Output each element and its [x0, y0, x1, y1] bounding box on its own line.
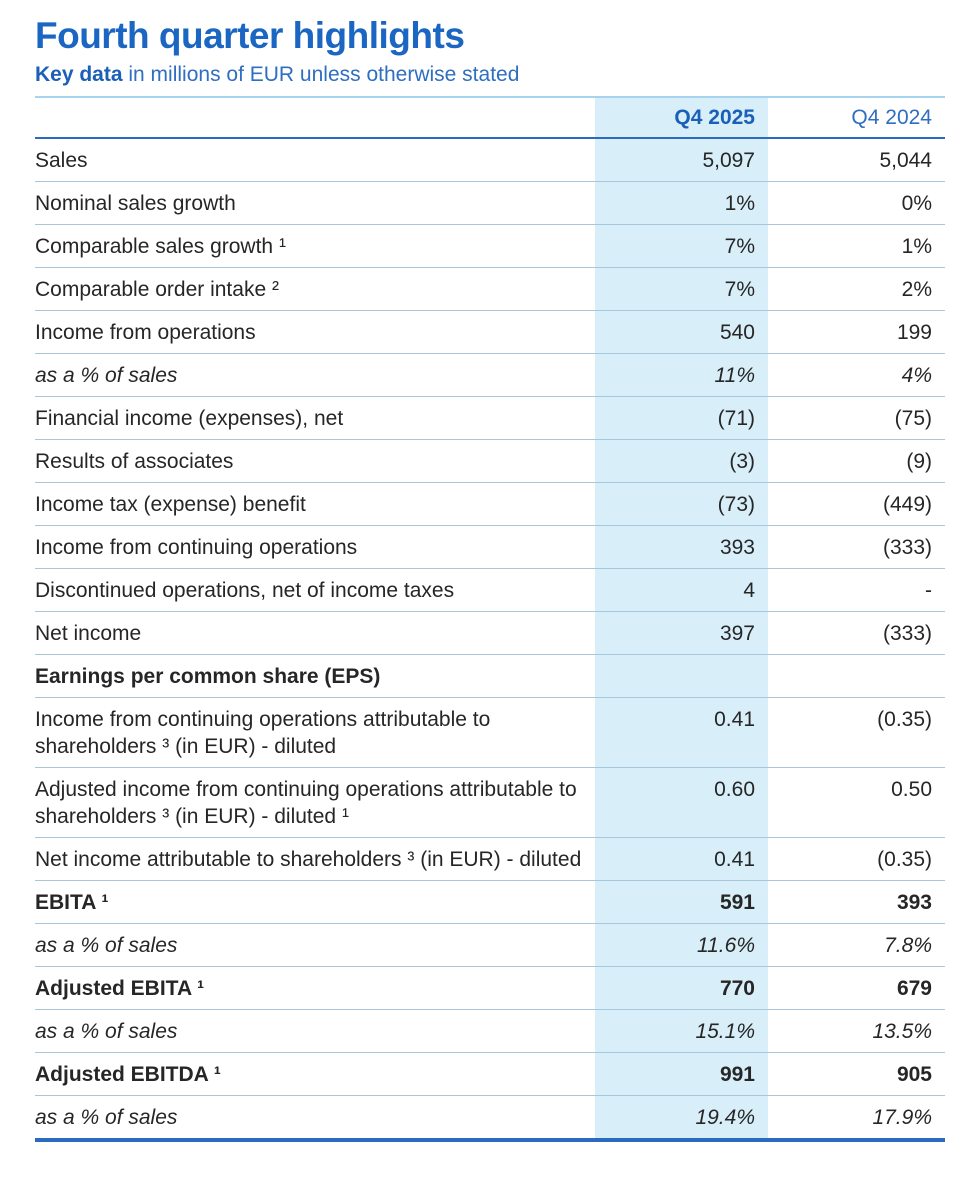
row-label: Net income — [35, 612, 595, 655]
value-q4-2024: 5,044 — [768, 138, 945, 182]
value-q4-2024: 905 — [768, 1053, 945, 1096]
value-q4-2025: 7% — [595, 225, 768, 268]
value-q4-2024: 393 — [768, 881, 945, 924]
value-q4-2025: (73) — [595, 483, 768, 526]
table-row — [35, 838, 945, 881]
value-q4-2025: 0.60 — [595, 768, 768, 838]
row-label: Income tax (expense) benefit — [35, 483, 595, 526]
table-row — [35, 698, 945, 768]
value-q4-2024: 2% — [768, 268, 945, 311]
row-label: Earnings per common share (EPS) — [35, 655, 595, 698]
subtitle-units: in millions of EUR unless otherwise stated — [122, 63, 520, 87]
row-label: Results of associates — [35, 440, 595, 483]
value-q4-2024: 0.50 — [768, 768, 945, 838]
table-row — [35, 397, 945, 440]
key-data-table — [35, 96, 945, 1142]
row-label: Adjusted EBITDA ¹ — [35, 1053, 595, 1096]
row-label: Income from continuing operations — [35, 526, 595, 569]
row-label: Discontinued operations, net of income taxes — [35, 569, 595, 612]
value-q4-2025: (71) — [595, 397, 768, 440]
value-q4-2024: 13.5% — [768, 1010, 945, 1053]
value-q4-2025 — [595, 655, 768, 698]
value-q4-2025: 19.4% — [595, 1096, 768, 1141]
value-q4-2025: 397 — [595, 612, 768, 655]
table-row — [35, 138, 945, 182]
table-row — [35, 268, 945, 311]
value-q4-2025: 393 — [595, 526, 768, 569]
value-q4-2024: 679 — [768, 967, 945, 1010]
row-label: as a % of sales — [35, 354, 595, 397]
value-q4-2025: 591 — [595, 881, 768, 924]
col-header-empty — [35, 97, 595, 138]
value-q4-2025: 0.41 — [595, 698, 768, 768]
value-q4-2024 — [768, 655, 945, 698]
row-label: as a % of sales — [35, 1010, 595, 1053]
value-q4-2025: 11.6% — [595, 924, 768, 967]
row-label: Adjusted income from continuing operations attributable to shareholders ³ (in EUR) - diluted ¹ — [35, 768, 595, 838]
value-q4-2025: 4 — [595, 569, 768, 612]
row-label: Income from operations — [35, 311, 595, 354]
value-q4-2025: 5,097 — [595, 138, 768, 182]
value-q4-2024: 7.8% — [768, 924, 945, 967]
value-q4-2025: (3) — [595, 440, 768, 483]
table-row — [35, 311, 945, 354]
value-q4-2025: 1% — [595, 182, 768, 225]
value-q4-2024: 1% — [768, 225, 945, 268]
value-q4-2025: 15.1% — [595, 1010, 768, 1053]
table-row — [35, 1010, 945, 1053]
value-q4-2024: (333) — [768, 526, 945, 569]
table-row — [35, 881, 945, 924]
table-row — [35, 1053, 945, 1096]
row-label: EBITA ¹ — [35, 881, 595, 924]
table-body — [35, 138, 945, 1140]
value-q4-2024: 199 — [768, 311, 945, 354]
table-row — [35, 440, 945, 483]
value-q4-2024: 17.9% — [768, 1096, 945, 1141]
value-q4-2025: 11% — [595, 354, 768, 397]
page-subtitle — [35, 61, 945, 88]
table-row — [35, 655, 945, 698]
value-q4-2024: (333) — [768, 612, 945, 655]
row-label: Adjusted EBITA ¹ — [35, 967, 595, 1010]
value-q4-2025: 991 — [595, 1053, 768, 1096]
page-title: Fourth quarter highlights — [35, 15, 465, 56]
table-row — [35, 612, 945, 655]
table-row — [35, 354, 945, 397]
table-row — [35, 182, 945, 225]
row-label: as a % of sales — [35, 924, 595, 967]
value-q4-2024: (9) — [768, 440, 945, 483]
row-label: Net income attributable to shareholders ³ (in EUR) - diluted — [35, 838, 595, 881]
value-q4-2024: 4% — [768, 354, 945, 397]
value-q4-2024: (75) — [768, 397, 945, 440]
value-q4-2025: 0.41 — [595, 838, 768, 881]
value-q4-2024: 0% — [768, 182, 945, 225]
value-q4-2024: (0.35) — [768, 838, 945, 881]
value-q4-2024: - — [768, 569, 945, 612]
col-header-q4-2025: Q4 2025 — [595, 97, 768, 138]
value-q4-2025: 7% — [595, 268, 768, 311]
table-row — [35, 483, 945, 526]
table-row — [35, 569, 945, 612]
table-row — [35, 967, 945, 1010]
subtitle-key-data: Key data — [35, 63, 123, 87]
table-row — [35, 768, 945, 838]
row-label: Comparable sales growth ¹ — [35, 225, 595, 268]
table-row — [35, 225, 945, 268]
table-row — [35, 526, 945, 569]
row-label: as a % of sales — [35, 1096, 595, 1141]
row-label: Income from continuing operations attributable to shareholders ³ (in EUR) - diluted — [35, 698, 595, 768]
row-label: Financial income (expenses), net — [35, 397, 595, 440]
row-label: Sales — [35, 138, 595, 182]
value-q4-2024: (0.35) — [768, 698, 945, 768]
table-row — [35, 1096, 945, 1141]
col-header-q4-2024: Q4 2024 — [851, 106, 932, 130]
table-row — [35, 924, 945, 967]
value-q4-2024: (449) — [768, 483, 945, 526]
value-q4-2025: 770 — [595, 967, 768, 1010]
row-label: Nominal sales growth — [35, 182, 595, 225]
value-q4-2025: 540 — [595, 311, 768, 354]
table-header-row — [35, 97, 945, 138]
row-label: Comparable order intake ² — [35, 268, 595, 311]
